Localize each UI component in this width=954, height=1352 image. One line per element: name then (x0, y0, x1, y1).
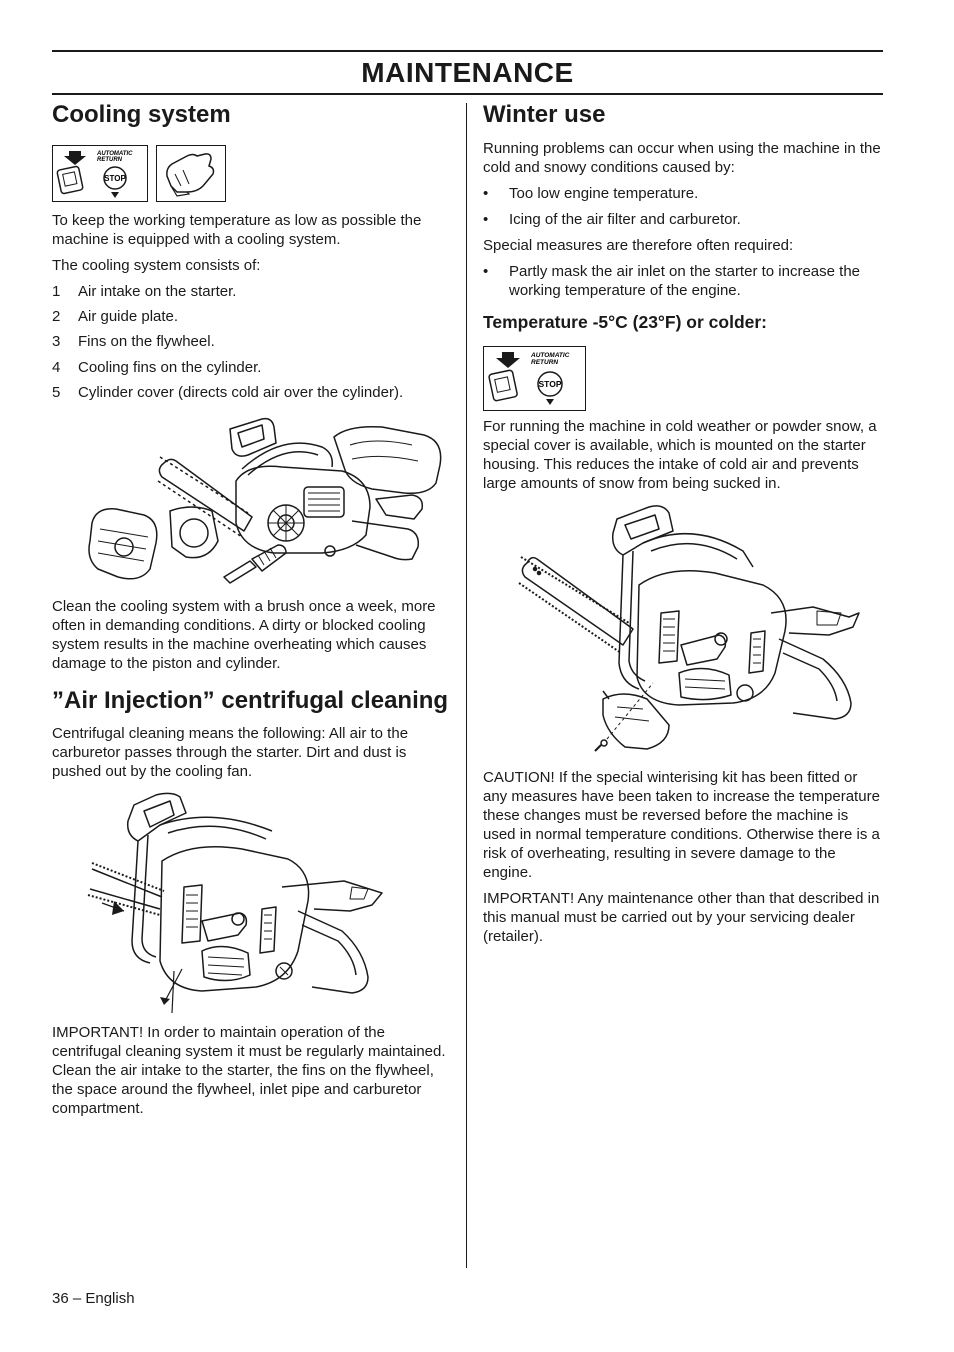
cooling-consists-of: The cooling system consists of: (52, 257, 261, 274)
air-injection-important: IMPORTANT! In order to maintain operation of the centrifugal cleaning system it must be regularly maintained. Clean the air intake to the starter, the fins on the flywheel, the space around the flywheel, inlet pipe and carburetor compartment. (52, 1024, 446, 1117)
svg-text:STOP: STOP (104, 174, 126, 183)
automatic-return-stop-icon (483, 346, 586, 411)
cooling-icons (52, 145, 449, 203)
svg-text:AUTOMATIC: AUTOMATIC (97, 151, 133, 157)
temperature-subheading: Temperature -5°C (23°F) or colder: (483, 312, 768, 332)
cooling-system-exploded-illustration (52, 411, 449, 591)
svg-text:RETURN: RETURN (97, 157, 122, 163)
winter-causes-list (483, 184, 883, 229)
air-injection-chainsaw-illustration (52, 791, 449, 1013)
winter-caution: CAUTION! If the special winterising kit has been fitted or any measures have been taken to increase the temperature these changes must be reversed before the machine is used in normal temperature conditions. Otherwise there is a risk of overheating, resulting in severe damage to the engine. (483, 769, 880, 881)
list-item: 5 Cylinder cover (directs cold air over the cylinder). (52, 384, 404, 401)
right-column (483, 100, 883, 946)
winter-measures-list (483, 262, 883, 300)
svg-text:RETURN: RETURN (531, 359, 559, 366)
svg-text:STOP: STOP (538, 379, 562, 389)
column-divider (466, 103, 467, 1268)
air-injection-description: Centrifugal cleaning means the following: All air to the carburetor passes through the starter. Dirt and dust is pushed out by the cooling fan. (52, 725, 409, 780)
list-item: • Icing of the air filter and carburetor. (483, 211, 741, 228)
air-injection-heading: ”Air Injection” centrifugal cleaning (52, 687, 449, 714)
header-rule-bottom (52, 93, 883, 95)
winter-use-heading: Winter use (483, 101, 606, 128)
page-section-title: MAINTENANCE (361, 57, 574, 88)
cooling-clean-instructions: Clean the cooling system with a brush once a week, more often in demanding conditions. A dirty or blocked cooling system results in the machine overheating which causes damage to the piston and cylinder. (52, 598, 436, 672)
winter-intro: Running problems can occur when using the machine in the cold and snowy conditions caused by: (483, 140, 881, 176)
list-item: • Too low engine temperature. (483, 185, 699, 202)
list-item: 3 Fins on the flywheel. (52, 333, 215, 350)
cooling-intro: To keep the working temperature as low as possible the machine is equipped with a cooling system. (52, 212, 422, 248)
list-item: 2 Air guide plate. (52, 308, 179, 325)
winter-important: IMPORTANT! Any maintenance other than that described in this manual must be carried out by your servicing dealer (retailer). (483, 890, 880, 945)
list-item: 4 Cooling fins on the cylinder. (52, 359, 262, 376)
left-column (52, 100, 449, 1118)
svg-text:AUTOMATIC: AUTOMATIC (531, 352, 570, 359)
cooling-parts-list (52, 282, 449, 402)
header-rule-top (52, 50, 883, 52)
winter-measures-intro: Special measures are therefore often required: (483, 237, 794, 254)
cooling-system-heading: Cooling system (52, 101, 231, 128)
winter-cover-description: For running the machine in cold weather or powder snow, a special cover is available, which is mounted on the starter housing. This reduces the intake of cold air and prevents large amounts of snow from being sucked in. (483, 418, 877, 492)
glove-icon (156, 145, 226, 202)
list-item: 1 Air intake on the starter. (52, 283, 237, 300)
page-footer: 36 – English (52, 1290, 135, 1307)
automatic-return-stop-icon (52, 145, 148, 202)
winter-icons (483, 346, 883, 412)
list-item: • Partly mask the air inlet on the starter to increase the working temperature of the engine. (483, 263, 860, 299)
winter-kit-chainsaw-illustration (483, 503, 883, 761)
